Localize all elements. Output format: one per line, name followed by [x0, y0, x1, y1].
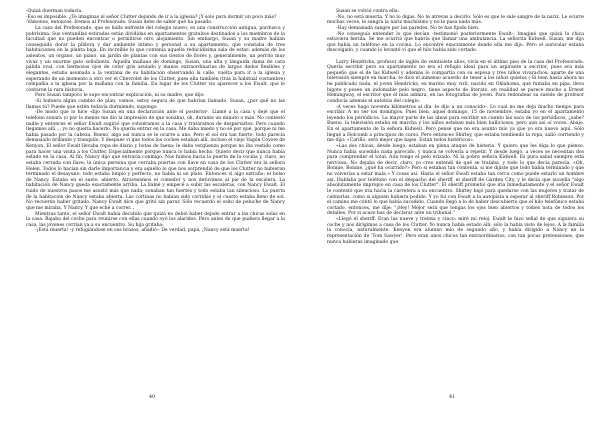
paragraph: Pero Susan tampoco le supo encontrar explicación, ni su madre, que dijo: — [35, 93, 205, 99]
paragraph: -Vámonos, entonces. Iremos al Profesorado. Susan debe de saber qué ha pasado. — [26, 20, 213, 26]
paragraph: -No conseguía entender lo que decían -testimonió posteriormente Ewalt-. Imaginé que quizá la chica estuviera herida. Se me ocurrió que habría que llamar una ambulancia. La señorita Kidwell, Susan, me dijo que había un teléfono en la cocina. Lo encontré exactamente donde ella me dijo. Pero el auricular estaba descolgado, y cuando lo levanté vi que el hilo había sido cortado. — [327, 31, 584, 54]
paragraph: Susan se volvió contra ella: — [336, 9, 400, 14]
paragraph: -¡Está muerta! -y refugiándose en sus brazos, añadió-: De verdad, papá, ¡Nancy está muerta! — [35, 228, 250, 234]
page-number: 40 — [148, 395, 156, 400]
paragraph: La casa del Profesorado, que se halla enfrente del colegio nuevo, es una construcción antigua, parduzca y pobrísima. Sus ventanillas estiradas están divididas en apartamentos gratuitos destinados a los miembros de la facultad que no pueden encontrar o permitirse otro alojamiento. Sin embargo, Susan y su madre habían conseguido dorar la píldora y dar ambiente íntimo y personal a su apartamento, que constaba de tres habitaciones en la planta baja. En increíble lo que contenía aquella reducidísima sala de estar: además de los asientos, un órgano, un piano, un jardín de plantas con sus tiestos de flores y, generalmente, un perrito muy vivaz y un enorme gato soñoliento. Aquella mañana de domingo, Susan, una alta y lánguida dama de cara pálida oval, con hermosos ojos de color gris azulado y manos extraordinarias de largos dedos flexibles y elegantes, estaba asomada a la ventana de su habitación observando la calle, vuelta para ir a la iglesia y esperando de un momento a otro ver el Chevrolet de los Clutter, pues ella también (tras la habitual costumbre) compañía a la iglesia por la mañana con la familia. En lugar de los Clutter vio aparecer a los Ewalt, que le contaron la rara historia. — [26, 25, 285, 93]
paragraph: «Las dos chicas, desde luego, estaban en plena ataque de histeria. Y quiero que les diga lo que pienso. Nunca había sucedido nada parecido, y nunca se volvería a repetir. Y desde luego, a veces se necesitan dos para comprender el total. Aún tengo el pelo erizado. Ni la pobre señora Kidwell. Es pura salud siempre está nerviosa. No dejaba de decir, claro, yo creo entendí de qué se trataba, y todo lo que decía parecía. «Oh, Bonnie, Bonnie, ¿qué ha ocurrido?» Pero si estabas tan contenta, si me dijiste que todo había terminado y que no volverías a estar mala.» Y cosas así. Hasta el señor Ewalt estaba tan cerca como puede estarlo un hombre así. Hablaba por teléfono con el despacho del sheriff, el sheriff de Garden City, y le decía que sucedía "algo absolutamente impropio en casa de los Clutter". El sheriff prometió que iría inmediatamente y el señor Ewalt le contestó que iría hacia la carretera a su encuentro. Shirley bajó para quedarse con las mujeres y tratar de calmarlas, como si alguien hubiera podido. Y yo fui con Ewalt a la autopista a esperar al sheriff Robinson. Por el camino me contó lo que había sucedido. Cuando llegó a lo de haber descubierto que el hilo telefónico estaba cortado, entonces, me dije: "¡Hey! Mejor será que tengas los ojos bien abiertos y tomes nota de todos los detalles. Por si acaso has de declarar ante un tribunal." — [327, 143, 584, 217]
paragraph: «Llegó el sheriff. Eran las nueve y treinta y cinco: miré mi reloj. Ewalt le hizo señal de que siguiera su coche y nos dirigimos a casa de los Clutter. Yo nunca había estado allí; sólo la había visto de lejos. A la familia la conocía, naturalmente. Kenyon era alumno mío de segundo año, y había dirigido a Nancy en la representación de 'Tom Sawyer'. Pero eran unos chicos tan extraordinarios, con tan pocas pretensiones, que nunca hubieras imaginado que — [327, 217, 584, 245]
paragraph: Larry Hendricks, profesor de inglés de veintisiete años, vivía en el último piso de la casa del Profesorado. Quería escribir pero su apartamento no era el refugio ideal para un aspirante a escritor, pues era más pequeño que el de las Kidwell y además lo compartía con su esposa y tres niños vivarachos; aparte de una televisión siempre en marcha, te dice el inmenso acuerdo de tener a los niños quietos (-Si bien hasta ahora no he publicado nada, el joven Hendricks, ex marino muy viril, nacido en Oklahoma, que fumaba en pipa, lleva bigote y posee un indomable pelo negro, tiene aspecto de literato, en realidad se parece mucho a Ernest Hemingway, el escritor que él más admira, en las fotografías de joven. Para redondear su sueldo de profesor conducía además el autobús del colegio. — [327, 59, 584, 104]
right-page-text — [327, 9, 584, 245]
page-number: 41 — [448, 395, 456, 400]
paragraph: -A veces hago noventa kilómetros al día -le dijo a un conocido-. Lo cual no me deja mucho tiempo para escribir. A no ser los domingos. Pues bien, aquel domingo, 15 de noviembre, estaba yo en el apartamento leyendo los periódicos. La mayor parte de las ideas para escribir un cuento las saco de los periódicos, ¿sabe? Bueno, la televisión estaba en marcha y los niños estaban más bien bulliciosos, pero aun así oí voces. Abajo. En el apartamento de la señora Kidwell. Pero pensé que no era asunto mío ya que yo era nuevo aquí. Sólo llegué a Holcomb a principios de curso. Pero entonces Shirley, que estaba tendiendo la ropa, salió corriendo y me dijo: «Cariño, será mejor que bajes. Están todos histéricos». — [327, 104, 584, 144]
left-page-text — [26, 9, 285, 234]
paragraph: -De modo que lo hice -dijo Susan en una declaración ante el posterior-. Llamé a la casa y dejé que el teléfono sonara (o por lo menos me dio la impresión de que sonaba), oh, durante un minuto o más. No contestó nadie y entonces el señor Ewalt sugirió que volviéramos a la casa y tratáramos de despertarlos. Pero cuando llegamos allí..., yo no quería hacerlo. No quería entrar en la casa. Me daba miedo y no sé por qué, porque ni me había pasado por la cabeza. Bueno, algo así nunca se le ocurre a uno. Pero el sol era tan fuerte, todo parecía demasiado brillante y tranquilo. Y después vi que todos los coches estaban allí, incluso el viejo Vagón Coyote de Kenyon. El señor Ewalt llevaba ropa de diario y botas de faena; le daba vergüenza porque no iba vestido como para hacer una visita a los Clutter. Especialmente porque nunca lo había hecho. Quiero decir que nunca había estado en la casa. Al fin, Nancy dijo que entraría conmigo. Nos fuimos hacia la puerta de la cocina y, claro, no estaba cerrada con llave; la única persona que cerraba puertas con llave en casa de los Clutter era la señora Helen. Todos lo hacían sin darle importancia y era aquello lo que nos sorprendió de que los Clutter no hubieran terminado el desayuno: todo estaba limpio y perfecto, no había ni un plato. Entonces vi algo extraño: el bolso de Nancy. Estaba en el suelo, abierto. Atravesamos el comedor y nos detuvimos al pie de la escalera. La habitación de Nancy queda exactamente arriba. La llamé y empecé a subir las escaleras, con Nancy Ewalt. El ruido de nuestros pasos me asustó más que nada; sonaban tan fuertes y todo estaba tan silencioso. La puerta de la habitación de Nancy estaba abierta. Las cortinas no habían sido corridas y el cuarto estaba lleno de sol. No recuerdo haber gritado. Nancy Ewalt dice que gritó sin parar. Sólo recuerdo el osito de peluche de Nancy que me miraba. Y Nancy. Y que eché a correr... — [26, 110, 285, 211]
paragraph: -Quizá duerman todavía. — [26, 9, 83, 14]
paragraph: -Eso es imposible. ¿Te imaginas al señor Clutter dejando de ir a la iglesia? ¡Y solo para dormir un poco más? — [26, 14, 277, 20]
paragraph: Mientras tanto, el señor Ewalt había decidido que quizá no debió haber dejado entrar a las chicas solas en la casa. Bajaba del coche para reunirse con ellas cuando oyó los alaridos. Pero antes de que pudiera llegar a la casa, las jóvenes corrían ya a su encuentro. Su hija gritaba: — [26, 211, 285, 228]
paragraph: -Si hubiera algún cambio de plan, vamos, estoy segura de que habrían llamado. Susan, ¿por qué no las llamas tú? Puede que estén todavía durmiendo, supongo. — [26, 99, 285, 110]
paragraph: -No, no está muerta. Y no lo digas. No te atrevas a decirlo. Sólo es que le sale sangre de la nariz. Le ocurre muchas veces, le sangra la nariz muchísimo y no le pasa nada más. — [327, 14, 584, 26]
right-page — [300, 0, 600, 424]
paragraph: -Hay demasiada sangre por las paredes. No te has fijado bien. — [336, 25, 480, 31]
